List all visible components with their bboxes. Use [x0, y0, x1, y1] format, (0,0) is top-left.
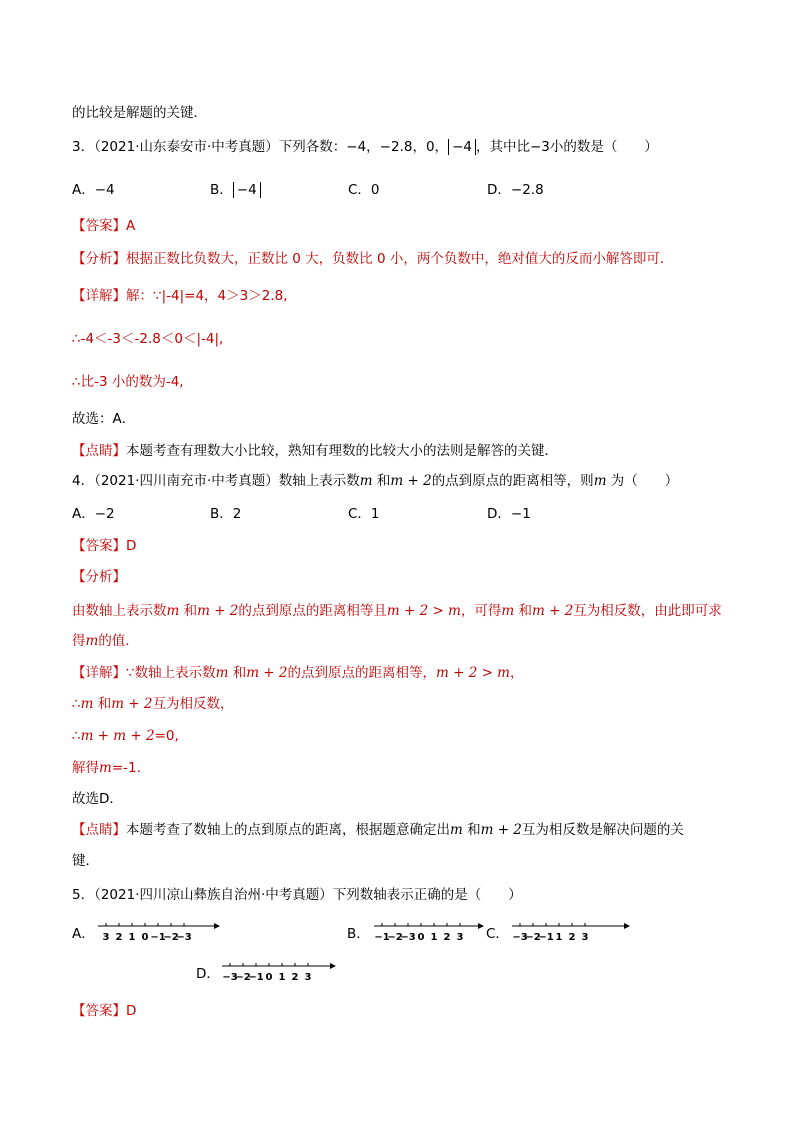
inequality: m + 2 > m [386, 603, 461, 619]
q3-comment [72, 441, 558, 461]
var-m: m [450, 822, 463, 838]
tick-label: −2 [235, 972, 251, 983]
comment-tag: 【点睛】 [72, 443, 126, 459]
answer-value: D [126, 1003, 137, 1019]
q5-stem: 5．（2021·四川凉山彝族自治州·中考真题）下列数轴表示正确的是（ ） [72, 887, 522, 903]
tick-label: −3 [512, 932, 528, 943]
q4-option-c: C．1 [348, 506, 380, 522]
text: 的点到原点的距离相等， [287, 665, 436, 681]
expr-m-plus-2: m + 2 [197, 603, 239, 619]
q3-option-c: C．0 [348, 182, 380, 198]
text: 和 [97, 696, 112, 712]
q5-number-line-b [374, 918, 486, 944]
tick-label: −3 [222, 972, 238, 983]
expr-m-plus-2: m + 2 [532, 603, 574, 619]
analysis-tag: 【分析】 [72, 569, 126, 585]
q4-detail-5: 故选D． [72, 791, 123, 807]
tick-label: 2 [115, 932, 123, 943]
axis-arrow [478, 923, 484, 929]
var-m: m [80, 696, 94, 712]
q4-answer [72, 536, 136, 556]
analysis-tag: 【分析】 [72, 251, 126, 267]
q3-detail-4: 故选：A． [72, 411, 136, 427]
detail-text: 解：∵|-4|=4，4＞3＞2.8, [126, 288, 288, 304]
q3-option-d: D．−2.8 [487, 182, 544, 198]
tick-label: 3 [102, 932, 110, 943]
tick-label: 1 [278, 972, 286, 983]
q5-option-a-label: A． [72, 926, 95, 942]
var-m: m [85, 633, 99, 649]
text: 的值． [98, 633, 139, 649]
q3-abs-value: −4 [448, 139, 476, 155]
tick-label: 0 [417, 932, 425, 943]
q4-detail-1 [72, 663, 523, 683]
q5-option-d-label: D． [196, 966, 220, 982]
q3-detail-1 [72, 286, 288, 306]
text: 得 [72, 633, 86, 649]
answer-tag: 【答案】 [72, 218, 126, 234]
q4-comment-2: 键． [72, 853, 99, 869]
answer-value: A [126, 218, 136, 234]
q5-number-line-d [222, 958, 338, 984]
q3-option-b-abs: −4 [233, 182, 261, 198]
q3-stem-text: 3．（2021·山东泰安市·中考真题）下列各数：−4，−2.8，0， [72, 139, 449, 155]
q5-option-b-label: B． [347, 926, 370, 942]
q5-answer [72, 1001, 136, 1021]
tick-label: 1 [555, 932, 563, 943]
text: 互为相反数， [152, 696, 234, 712]
text: 和 [467, 822, 481, 838]
text: =0, [154, 728, 179, 744]
text: ， [509, 665, 524, 681]
q4-option-b: B．2 [210, 506, 242, 522]
tick-label: −2 [387, 932, 403, 943]
text: 互为相反数，由此即可求 [573, 603, 722, 619]
text: 和 [183, 603, 198, 619]
q3-answer [72, 216, 135, 236]
q3-detail-3: ∴比-3 小的数为-4, [72, 374, 184, 390]
answer-tag: 【答案】 [72, 538, 126, 554]
tick-label: −1 [150, 932, 166, 943]
expr-m-plus-2: m + 2 [246, 665, 288, 681]
word-and: 和 [376, 473, 391, 489]
text: 由数轴上表示数 [72, 603, 167, 619]
q3-stem [72, 137, 658, 157]
comment-tag: 【点睛】 [72, 822, 126, 838]
expr-sum: m + m + 2 [80, 728, 155, 744]
tick-label: −2 [525, 932, 541, 943]
tick-label: −2 [163, 932, 179, 943]
tick-label: 3 [304, 972, 312, 983]
tick-label: −3 [176, 932, 192, 943]
q4-detail-3 [72, 726, 179, 746]
tick-label: 2 [443, 932, 451, 943]
q3-analysis [72, 249, 673, 269]
comment-text: 本题考查有理数大小比较，熟知有理数的比较大小的法则是解答的关键． [126, 443, 558, 459]
q4-analysis-tag [72, 567, 126, 587]
detail-tag: 【详解】 [72, 288, 126, 304]
answer-tag: 【答案】 [72, 1003, 126, 1019]
q4-detail-4 [72, 758, 141, 778]
q4-stem-text: 4．（2021·四川南充市·中考真题）数轴上表示数 [72, 473, 360, 489]
axis-arrow [214, 923, 220, 929]
q5-option-c-label: C． [486, 926, 509, 942]
tick-label: −1 [374, 932, 390, 943]
tick-labels [374, 932, 463, 943]
prev-paragraph-tail: 的比较是解题的关键． [72, 105, 207, 121]
var-m: m [215, 665, 229, 681]
text: =-1. [111, 760, 141, 776]
q4-stem [72, 471, 678, 491]
tick-label: −1 [248, 972, 264, 983]
q4-detail-2 [72, 694, 234, 714]
q4-option-a: A．−2 [72, 506, 115, 522]
text: 互为相反数是解决问题的关 [521, 822, 684, 838]
text: 和 [518, 603, 532, 619]
q5-number-line-a [98, 918, 222, 944]
tick-label: 0 [141, 932, 149, 943]
q4-stem-mid: 的点到原点的距离相等，则 [431, 473, 594, 489]
tick-label: 3 [456, 932, 464, 943]
text: ∵数轴上表示数 [126, 665, 216, 681]
tick-label: 1 [430, 932, 438, 943]
expr-m-plus-2: m + 2 [390, 473, 432, 489]
text: ∴ [72, 696, 81, 712]
detail-tag: 【详解】 [72, 665, 126, 681]
tick-label: 1 [128, 932, 136, 943]
q5-number-line-c [512, 918, 632, 944]
q4-analysis-1 [72, 601, 722, 621]
text: 本题考查了数轴上的点到原点的距离，根据题意确定出 [126, 822, 450, 838]
var-m: m [99, 760, 112, 776]
q3-option-a: A．−4 [72, 182, 115, 198]
q3-detail-2: ∴-4＜-3＜-2.8＜0＜|-4|, [72, 331, 224, 347]
q4-analysis-2 [72, 631, 139, 651]
var-m: m [166, 603, 180, 619]
tick-label: 2 [568, 932, 576, 943]
tick-label: −3 [400, 932, 416, 943]
q3-option-b [210, 180, 261, 200]
q3-stem-tail: ，其中比−3小的数是（ ） [475, 139, 658, 155]
tick-label: 2 [291, 972, 299, 983]
analysis-text: 根据正数比负数大，正数比 0 大，负数比 0 小，两个负数中，绝对值大的反而小解答即可． [126, 251, 674, 267]
tick-label: −1 [538, 932, 554, 943]
detail-text [126, 665, 523, 681]
answer-value: D [126, 538, 137, 554]
q3-option-b-label: B． [210, 182, 233, 198]
expr-m-plus-2: m + 2 [480, 822, 522, 838]
q4-comment-1 [72, 820, 684, 840]
q4-stem-tail: 为（ ） [610, 473, 679, 489]
axis-arrow [330, 963, 336, 969]
q4-option-d: D．−1 [487, 506, 531, 522]
var-m: m [359, 473, 373, 489]
inequality: m + 2 > m [436, 665, 510, 681]
var-m: m [501, 603, 515, 619]
text: ∴ [72, 728, 81, 744]
tick-labels [222, 972, 311, 983]
text: 解得 [72, 760, 99, 776]
text: ，可得 [460, 603, 502, 619]
text: 的点到原点的距离相等且 [238, 603, 387, 619]
expr-m-plus-2: m + 2 [111, 696, 153, 712]
tick-label: 0 [265, 972, 273, 983]
var-m: m [593, 473, 607, 489]
text: 和 [232, 665, 247, 681]
axis-arrow [624, 923, 630, 929]
tick-label: 3 [581, 932, 589, 943]
tick-labels [103, 932, 192, 943]
tick-labels [512, 932, 588, 943]
